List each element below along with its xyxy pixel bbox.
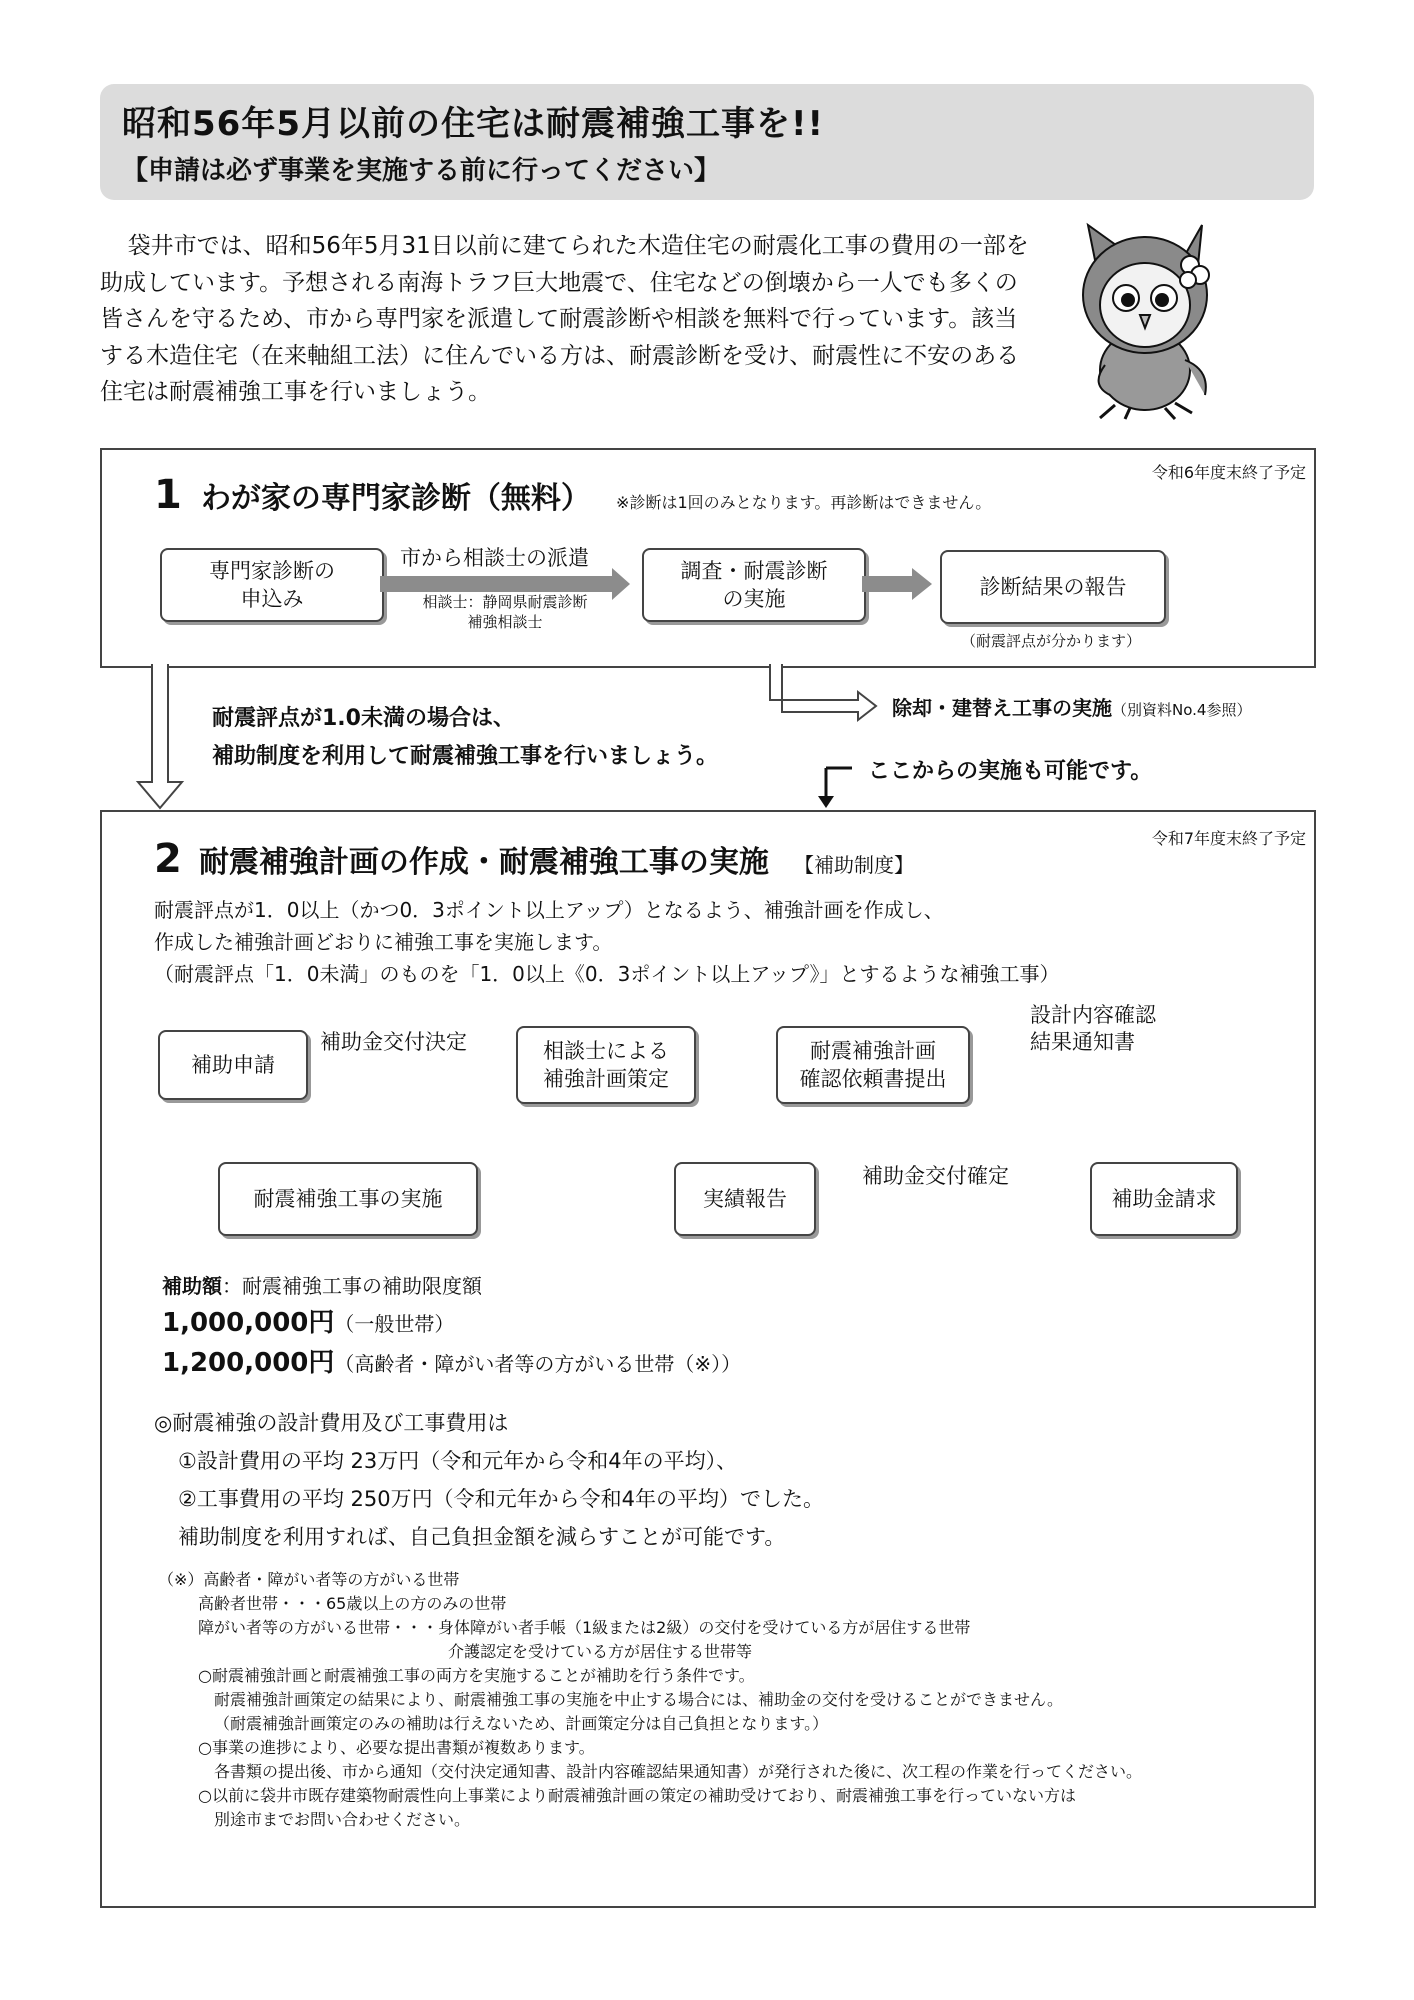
- arrow-dispatch: [380, 568, 630, 600]
- footnotes: [158, 1568, 1142, 1832]
- cost-design: ①設計費用の平均 23万円（令和元年から令和4年の平均）、: [178, 1449, 738, 1473]
- guidance-line2: 補助制度を利用して耐震補強工事を行いましょう。: [212, 744, 719, 769]
- footnote-line: 耐震補強計画策定の結果により、耐震補強工事の実施を中止する場合には、補助金の交付を受けることができません。: [214, 1690, 1063, 1709]
- score-note: （耐震評点が分かります）: [960, 632, 1141, 650]
- diagnosis-report-box: 診断結果の報告: [940, 550, 1166, 624]
- section1-number: 1: [154, 472, 182, 518]
- demolition-ref: （別資料No.4参照）: [1112, 701, 1252, 719]
- desc-line3: （耐震評点「1．0未満」のものを「1．0以上《0．3ポイント以上アップ》」とするような補強工事）: [154, 962, 1060, 986]
- grant-claim-box: 補助金請求: [1090, 1162, 1238, 1236]
- section-reinforcement: [100, 810, 1316, 1908]
- intro-paragraph: 袋井市では、昭和56年5月31日以前に建てられた木造住宅の耐震化工事の費用の一部を助成しています。予想される南海トラフ巨大地震で、住宅などの倒壊から一人でも多くの皆さんを守るため、市から専門家を派遣して耐震診断や相談を無料で行っています。該当する木造住宅（在来軸組工法）に住んでいる方は、耐震診断を受け、耐震性に不安のある住宅は耐震補強工事を行いましょう。: [100, 233, 1029, 405]
- section2-description: [154, 894, 1060, 990]
- section2-number: 2: [154, 836, 182, 882]
- footnote-line: （※）高齢者・障がい者等の方がいる世帯: [158, 1570, 460, 1589]
- demolition-text: [892, 692, 1251, 721]
- guidance-line1: 耐震評点が1.0未満の場合は、: [212, 706, 515, 731]
- amount-elderly: 1,200,000円: [162, 1348, 335, 1378]
- cost-benefit: 補助制度を利用すれば、自己負担金額を減らすことが可能です。: [178, 1525, 786, 1549]
- cost-title: ◎耐震補強の設計費用及び工事費用は: [154, 1411, 509, 1435]
- section2-title: 耐震補強計画の作成・耐震補強工事の実施: [198, 845, 769, 880]
- section1-deadline: 令和6年度末終了予定: [1151, 463, 1306, 482]
- subsidy-label: 補助額: [162, 1274, 222, 1298]
- demolition-label: 除却・建替え工事の実施: [892, 696, 1112, 720]
- amount-row-elderly: [162, 1342, 741, 1379]
- footnote-line: ○事業の進捗により、必要な提出書類が複数あります。: [198, 1738, 595, 1757]
- footnote-line: ○以前に袋井市既存建築物耐震性向上事業により耐震補強計画の策定の補助受けており、耐震補強工事を行っていない方は: [198, 1786, 1076, 1805]
- footnote-line: 介護認定を受けている方が居住する世帯等: [448, 1642, 753, 1661]
- footnote-line: ○耐震補強計画と耐震補強工事の両方を実施することが補助を行う条件です。: [198, 1666, 755, 1685]
- apply-diagnosis-box: 専門家診断の 申込み: [160, 548, 384, 622]
- footnote-line: 高齢者世帯・・・65歳以上の方のみの世帯: [198, 1594, 507, 1613]
- amount-general-note: （一般世帯）: [334, 1312, 455, 1336]
- footnote-line: 別途市までお問い合わせください。: [214, 1810, 471, 1829]
- section1-title: わが家の専門家診断（無料）: [200, 481, 591, 516]
- grant-decision-label: 補助金交付決定: [320, 1030, 467, 1054]
- grant-confirm-label: 補助金交付確定: [862, 1164, 1009, 1188]
- arrow-down-to-section2: [138, 664, 182, 808]
- page-title: 昭和56年5月以前の住宅は耐震補強工事を!!: [122, 104, 824, 144]
- footnote-line: 障がい者等の方がいる世帯・・・身体障がい者手帳（1級または2級）の交付を受けている方が居住する世帯: [198, 1618, 971, 1637]
- dispatch-label: 市から相談士の派遣: [400, 546, 589, 570]
- desc-line2: 作成した補強計画どおりに補強工事を実施します。: [154, 930, 613, 954]
- footnote-line: 各書類の提出後、市から通知（交付決定通知書、設計内容確認結果通知書）が発行された後に、次工程の作業を行ってください。: [214, 1762, 1143, 1781]
- footnote-line: （耐震補強計画策定のみの補助は行えないため、計画策定分は自己負担となります。）: [214, 1714, 829, 1733]
- subsidy-heading: [162, 1270, 482, 1299]
- amount-elderly-note: （高齢者・障がい者等の方がいる世帯（※））: [334, 1352, 742, 1376]
- amount-row-general: [162, 1302, 454, 1339]
- subsidy-application-box: 補助申請: [158, 1030, 308, 1100]
- subsidy-desc: ：耐震補強工事の補助限度額: [222, 1274, 482, 1298]
- design-confirm-label: 設計内容確認 結果通知書: [1030, 1003, 1156, 1054]
- plan-confirm-request-box: 耐震補強計画 確認依頼書提出: [776, 1026, 970, 1104]
- survey-diagnosis-box: 調査・耐震診断 の実施: [642, 548, 866, 622]
- section2-tag: 【補助制度】: [794, 853, 915, 877]
- guidance-text: [212, 700, 718, 776]
- section2-deadline: 令和7年度末終了予定: [1151, 829, 1306, 848]
- section1-note: ※診断は1回のみとなります。再診断はできません。: [616, 493, 992, 512]
- results-report-box: 実績報告: [674, 1162, 816, 1236]
- arrow-to-report: [862, 568, 932, 600]
- cost-construction: ②工事費用の平均 250万円（令和元年から令和4年の平均）でした。: [178, 1487, 824, 1511]
- start-here-text: ここからの実施も可能です。: [868, 759, 1153, 784]
- plan-creation-box: 相談士による 補強計画策定: [516, 1026, 696, 1104]
- page-subtitle: 【申請は必ず事業を実施する前に行ってください】: [122, 156, 721, 186]
- section2-heading: [154, 836, 914, 882]
- cost-block: [154, 1404, 824, 1556]
- amount-general: 1,000,000円: [162, 1308, 335, 1338]
- construction-box: 耐震補強工事の実施: [218, 1162, 478, 1236]
- desc-line1: 耐震評点が1．0以上（かつ0．3ポイント以上アップ）となるよう、補強計画を作成し、: [154, 898, 944, 922]
- arrow-demolition: [770, 664, 876, 720]
- consultant-note: 相談士：静岡県耐震診断 補強相談士: [422, 593, 588, 631]
